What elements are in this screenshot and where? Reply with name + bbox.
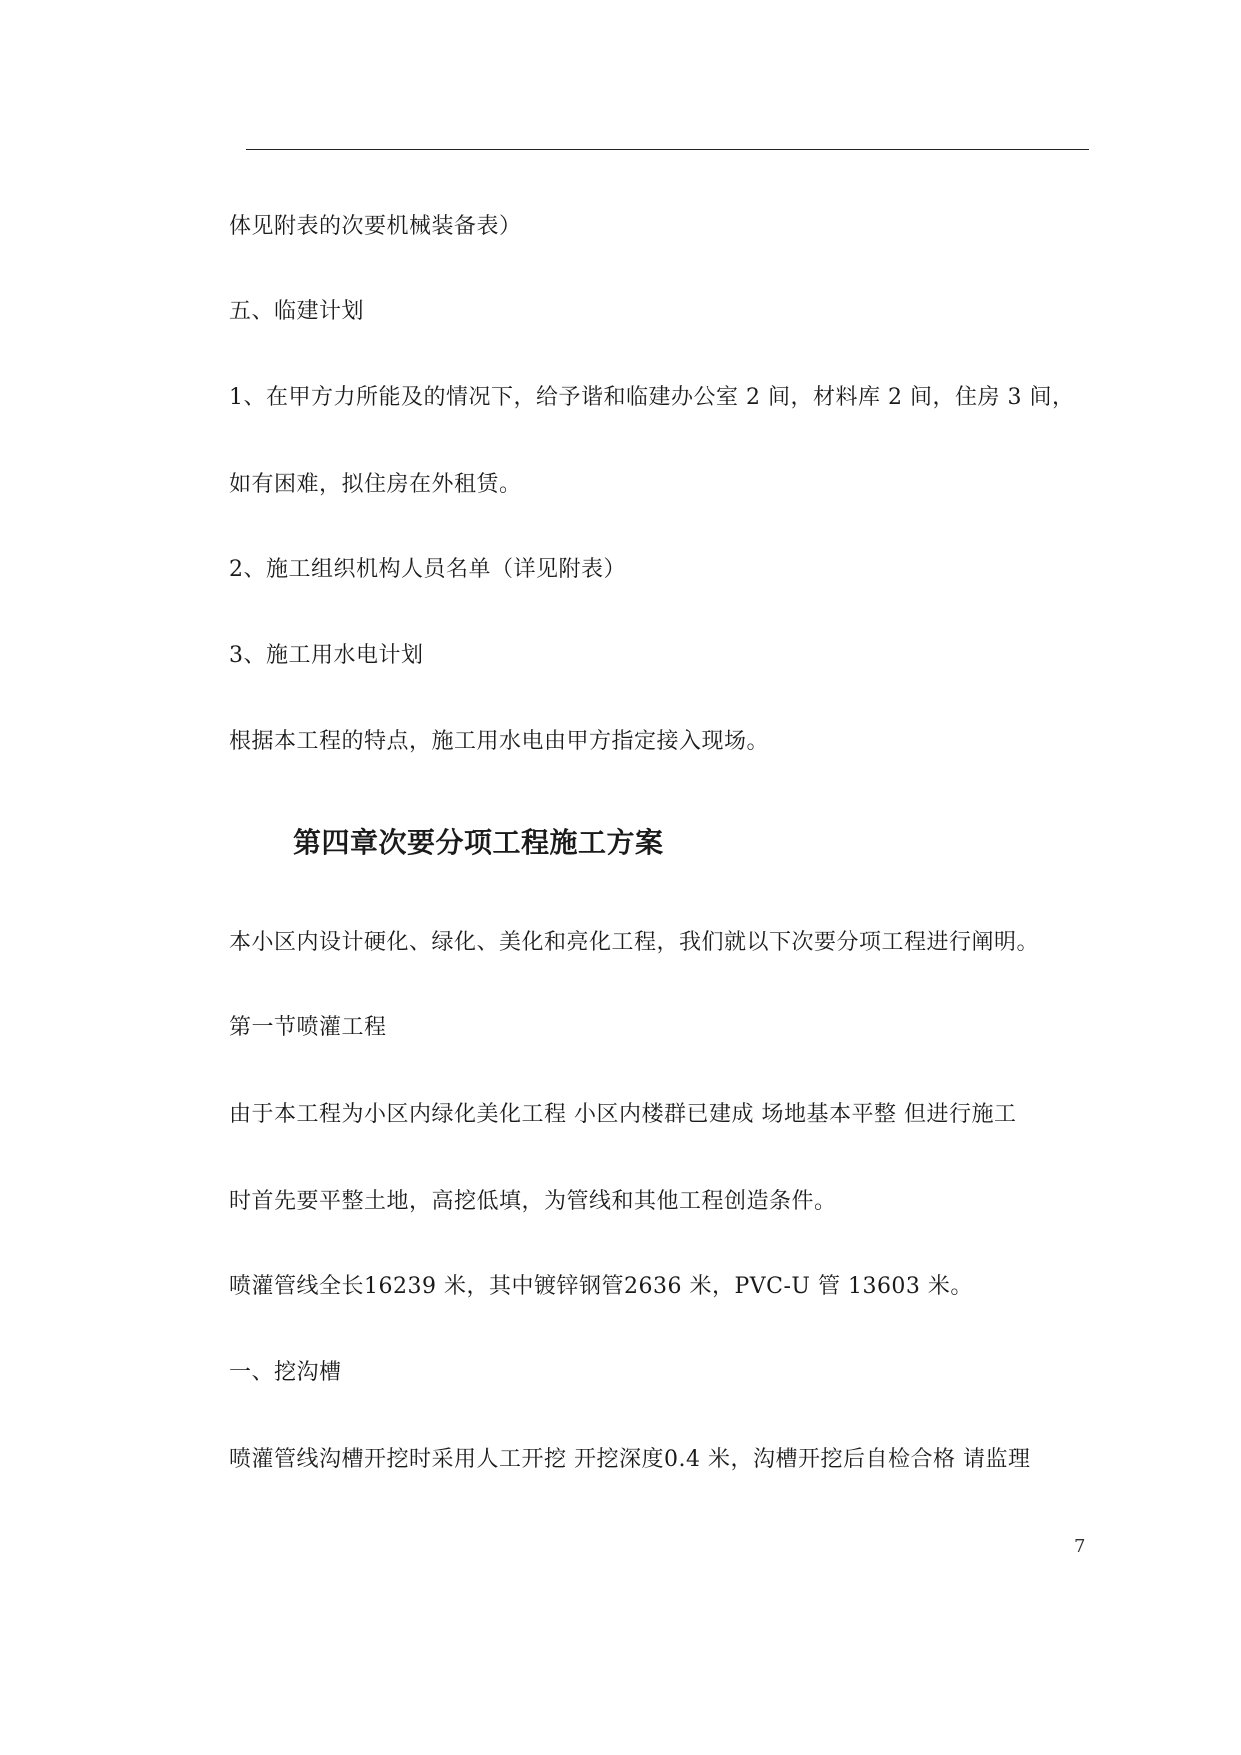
section-heading: 五、临建计划 bbox=[229, 299, 365, 324]
text-line: 由于本工程为小区内绿化美化工程 小区内楼群已建成 场地基本平整 但进行施工 bbox=[229, 1102, 1017, 1127]
text-line: 2、施工组织机构人员名单（详见附表） bbox=[229, 557, 626, 582]
text-line: 3、施工用水电计划 bbox=[229, 643, 424, 668]
section-heading: 一、挖沟槽 bbox=[229, 1360, 342, 1385]
chapter-title: 第四章次要分项工程施工方案 bbox=[293, 826, 664, 859]
text-line: 根据本工程的特点，施工用水电由甲方指定接入现场。 bbox=[229, 729, 770, 754]
text-line: 喷灌管线沟槽开挖时采用人工开挖 开挖深度0.4 米，沟槽开挖后自检合格 请监理 bbox=[229, 1447, 1031, 1472]
text-line: 如有困难，拟住房在外租赁。 bbox=[229, 472, 522, 497]
text-line: 体见附表的次要机械装备表） bbox=[229, 214, 522, 239]
text-line: 本小区内设计硬化、绿化、美化和亮化工程，我们就以下次要分项工程进行阐明。 bbox=[229, 930, 1040, 955]
page-number: 7 bbox=[1074, 1536, 1086, 1557]
text-line: 喷灌管线全长16239 米，其中镀锌钢管2636 米，PVC-U 管 13603 米。 bbox=[229, 1274, 973, 1299]
section-heading: 第一节喷灌工程 bbox=[229, 1015, 387, 1040]
header-rule bbox=[246, 149, 1089, 150]
text-line: 1、在甲方力所能及的情况下，给予谐和临建办公室 2 间，材料库 2 间，住房 3 间， bbox=[229, 385, 1075, 410]
text-line: 时首先要平整土地，高挖低填，为管线和其他工程创造条件。 bbox=[229, 1189, 837, 1214]
